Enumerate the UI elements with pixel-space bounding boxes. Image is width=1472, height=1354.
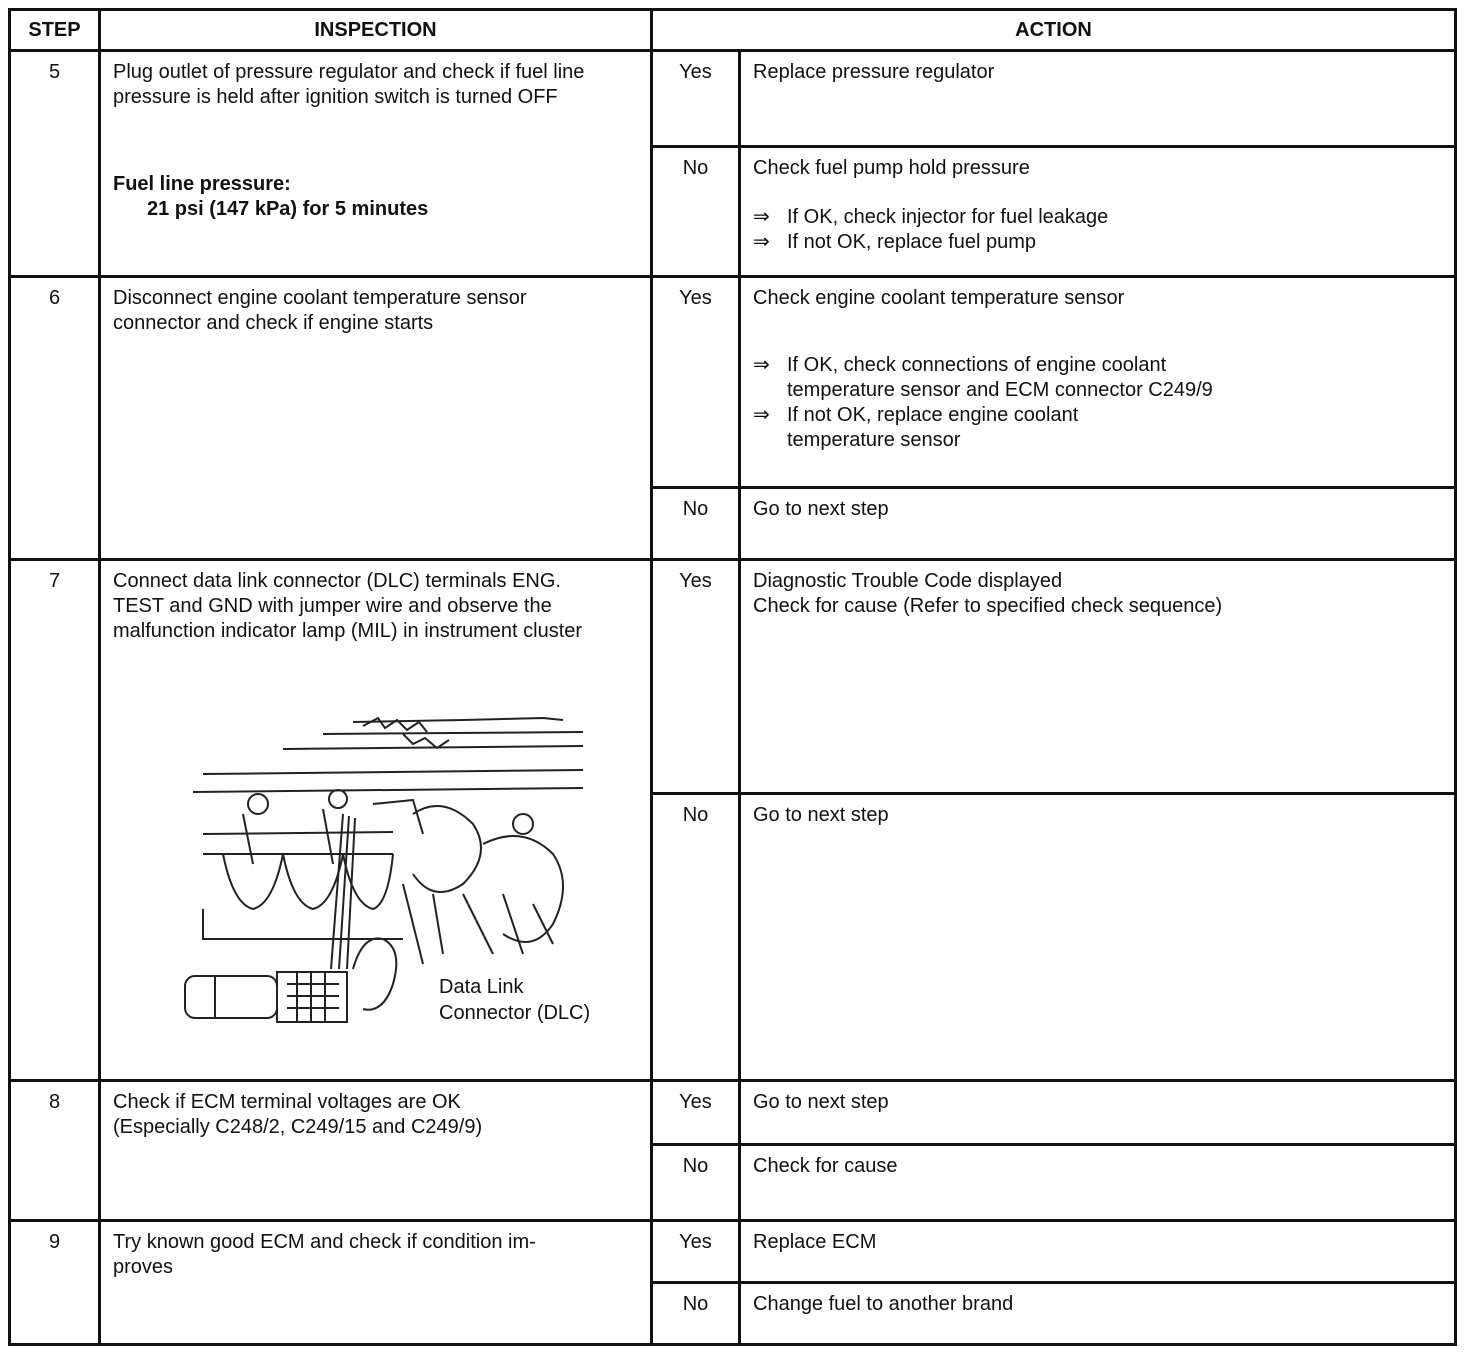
- diagnostic-table: [8, 8, 1457, 1346]
- inspection-line: proves: [113, 1255, 174, 1278]
- step-number: 8: [10, 1080, 100, 1220]
- action-yes: [740, 277, 1456, 487]
- table-row: [10, 277, 1456, 487]
- table-row: [10, 1220, 1456, 1282]
- header-row: [10, 10, 1456, 51]
- action-yes: Go to next step: [740, 1080, 1456, 1144]
- inspection-cell: [100, 51, 652, 277]
- answer-yes: Yes: [652, 1080, 740, 1144]
- step-number: 7: [10, 559, 100, 1080]
- inspection-line: Disconnect engine coolant temperature sensor: [113, 287, 527, 310]
- arrow-icon: ⇒: [753, 404, 770, 427]
- inspection-cell: [100, 1080, 652, 1220]
- action-text: Diagnostic Trouble Code displayed: [753, 569, 1063, 592]
- inspection-line: Connect data link connector (DLC) terminals ENG.: [113, 569, 561, 592]
- header-action: ACTION: [652, 10, 1456, 51]
- answer-yes: Yes: [652, 559, 740, 793]
- answer-yes: Yes: [652, 1220, 740, 1282]
- action-no: [740, 147, 1456, 277]
- action-yes: Replace ECM: [740, 1220, 1456, 1282]
- inspection-line: TEST and GND with jumper wire and observe the: [113, 594, 552, 617]
- answer-no: No: [652, 1144, 740, 1220]
- answer-no: No: [652, 794, 740, 1080]
- engine-compartment-illustration: [163, 704, 593, 1054]
- table-row: [10, 1080, 1456, 1144]
- action-no: Go to next step: [740, 794, 1456, 1080]
- action-no: Change fuel to another brand: [740, 1282, 1456, 1344]
- action-no: Check for cause: [740, 1144, 1456, 1220]
- inspection-line: pressure is held after ignition switch is turned OFF: [113, 86, 558, 108]
- action-bullet: ⇒ If OK, check connections of engine coolant temperature sensor and ECM connector C249/9: [753, 354, 1213, 402]
- inspection-cell: [100, 277, 652, 559]
- step-number: 9: [10, 1220, 100, 1344]
- inspection-line: malfunction indicator lamp (MIL) in instrument cluster: [113, 619, 583, 642]
- inspection-line: Check if ECM terminal voltages are OK: [113, 1090, 461, 1113]
- arrow-icon: ⇒: [753, 206, 770, 229]
- step-number: 5: [10, 51, 100, 277]
- answer-yes: Yes: [652, 277, 740, 487]
- inspection-cell: [100, 559, 652, 1080]
- action-yes: Replace pressure regulator: [740, 51, 1456, 147]
- action-yes: [740, 559, 1456, 793]
- spec-value: 21 psi (147 kPa) for 5 minutes: [147, 198, 429, 220]
- inspection-line: (Especially C248/2, C249/15 and C249/9): [113, 1115, 483, 1138]
- arrow-icon: ⇒: [753, 354, 770, 377]
- table-row: [10, 559, 1456, 793]
- header-step: STEP: [10, 10, 100, 51]
- action-bullet: ⇒ If not OK, replace engine coolant temperature sensor: [753, 404, 1079, 452]
- inspection-cell: [100, 1220, 652, 1344]
- inspection-line: Try known good ECM and check if condition im-: [113, 1230, 536, 1253]
- action-bullet: ⇒ If not OK, replace fuel pump: [753, 231, 1037, 254]
- spec-label: Fuel line pressure:: [113, 173, 291, 195]
- step-number: 6: [10, 277, 100, 559]
- inspection-line: Plug outlet of pressure regulator and check if fuel line: [113, 61, 585, 83]
- arrow-icon: ⇒: [753, 231, 770, 254]
- answer-no: No: [652, 147, 740, 277]
- inspection-line: connector and check if engine starts: [113, 312, 434, 335]
- figure-label: Data Link Connector (DLC): [439, 975, 591, 1024]
- answer-no: No: [652, 1282, 740, 1344]
- table-row: [10, 51, 1456, 147]
- action-text: Check for cause (Refer to specified check sequence): [753, 594, 1223, 617]
- header-inspection: INSPECTION: [100, 10, 652, 51]
- action-bullet: ⇒ If OK, check injector for fuel leakage: [753, 206, 1109, 229]
- action-text: Check fuel pump hold pressure: [753, 157, 1030, 180]
- action-no: Go to next step: [740, 487, 1456, 559]
- answer-yes: Yes: [652, 51, 740, 147]
- answer-no: No: [652, 487, 740, 559]
- action-text: Check engine coolant temperature sensor: [753, 287, 1125, 310]
